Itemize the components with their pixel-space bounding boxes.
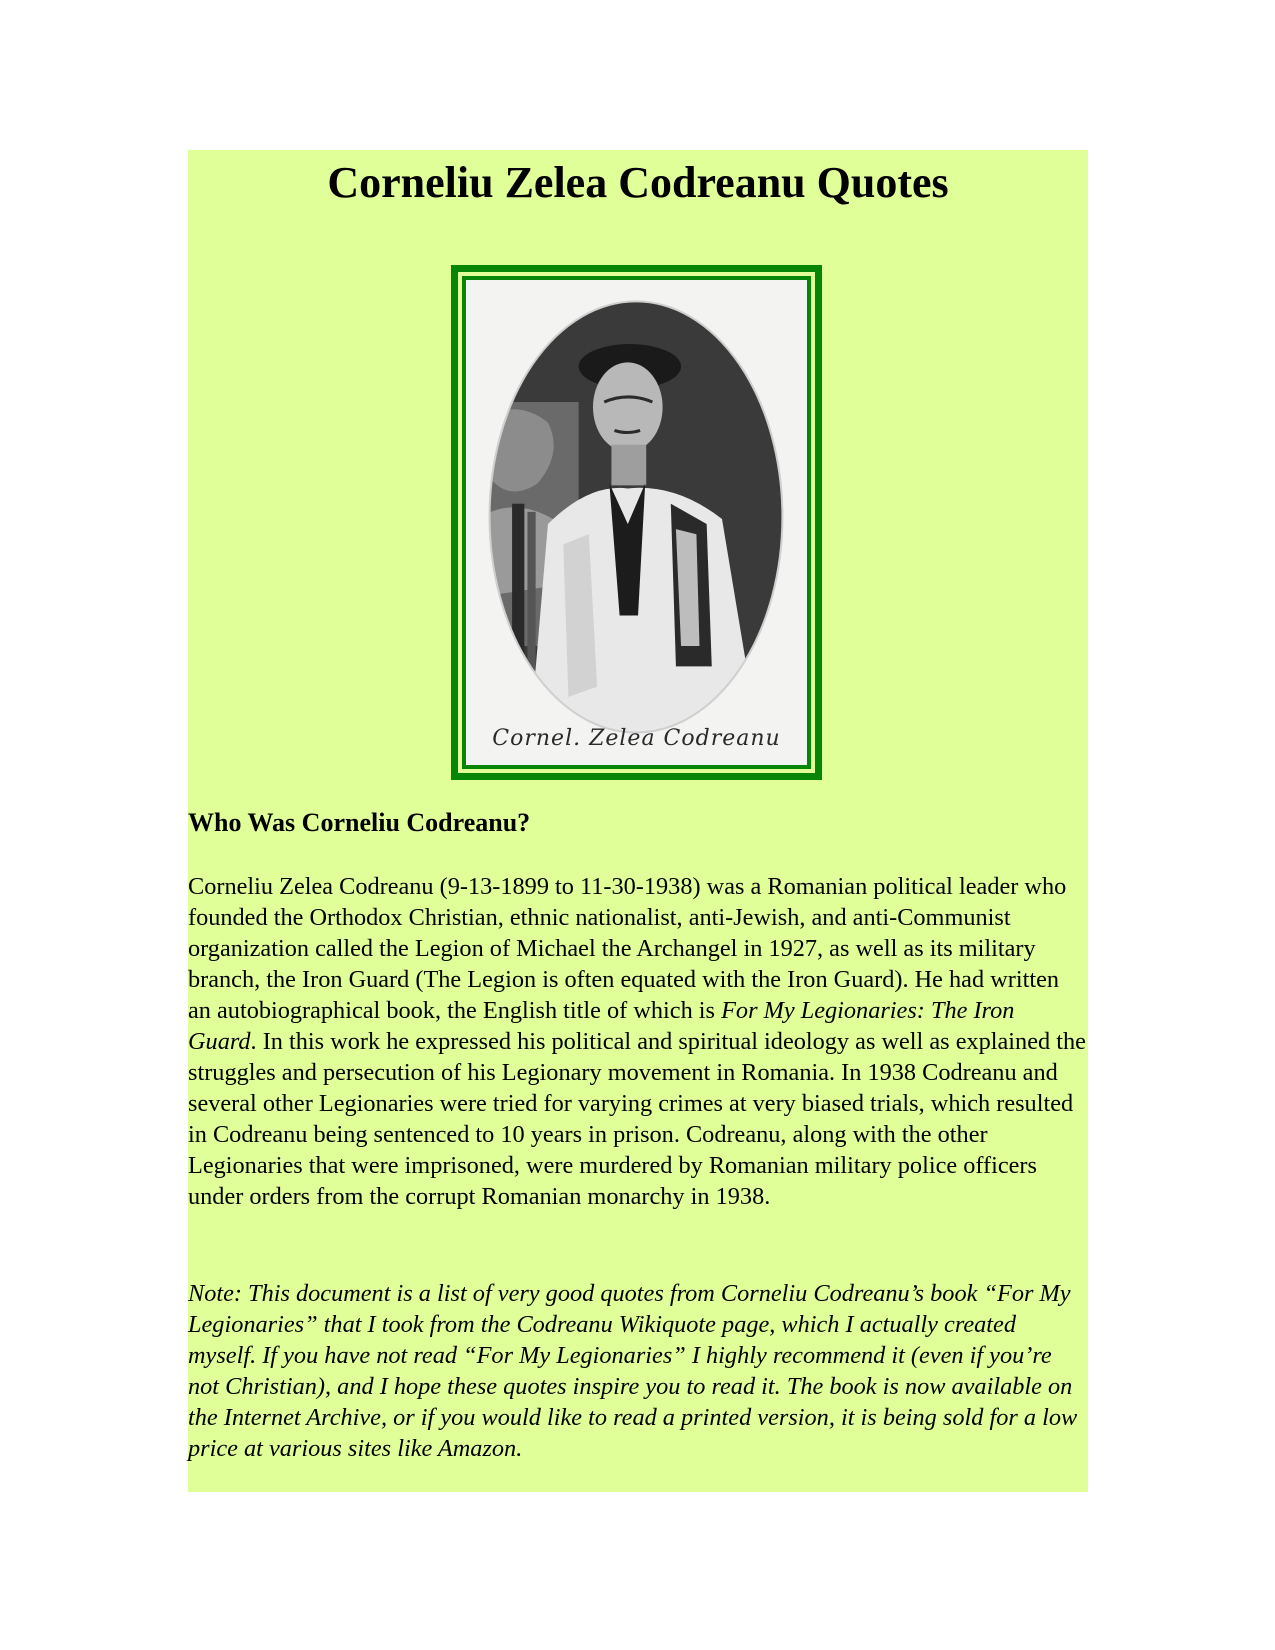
portrait-photo [466,280,807,765]
bio-text-part2: . In this work he expressed his political and spiritual ideology as well as explained the struggles and persecution of his Legionary movement in Romania. In 1938 Codreanu and several other Legionaries were tried for varying crimes at very biased trials, which resulted in Codreanu being sentenced to 10 years in prison. Codreanu, along with the other Legionaries that were imprisoned, were murdered by Romanian military police officers under orders from the corrupt Romanian monarchy in 1938. [188,1028,1086,1210]
page-title: Corneliu Zelea Codreanu Quotes [327,158,949,207]
note-paragraph: Note: This document is a list of very good quotes from Corneliu Codreanu’s book “For My Legionaries” that I took from the Codreanu Wikiquote page, which I actually created myself. If you have not read “For My Legionaries” I highly recommend it (even if you’re not Christian), and I hope these quotes inspire you to read it. The book is now available on the Internet Archive, or if you would like to read a printed version, it is being sold for a low price at various sites like Amazon. [188,1280,1078,1462]
bio-paragraph [188,871,1088,1212]
portrait-signature: Cornel. Zelea Codreanu [492,726,781,751]
section-heading: Who Was Corneliu Codreanu? [188,808,531,837]
portrait-image [466,280,807,765]
portrait-frame [451,265,822,780]
bio-text-part1: Corneliu Zelea Codreanu (9-13-1899 to 11-30-1938) was a Romanian political leader who founded the Orthodox Christian, ethnic nationalist, anti-Jewish, and anti-Communist organization called the Legion of Michael the Archangel in 1927, as well as its military branch, the Iron Guard (The Legion is often equated with the Iron Guard). He had written an autobiographical book, the English title of which is [188,873,1067,1024]
content-panel [188,150,1088,1492]
book-title: For My Legionaries: The Iron Guard [188,997,1015,1055]
